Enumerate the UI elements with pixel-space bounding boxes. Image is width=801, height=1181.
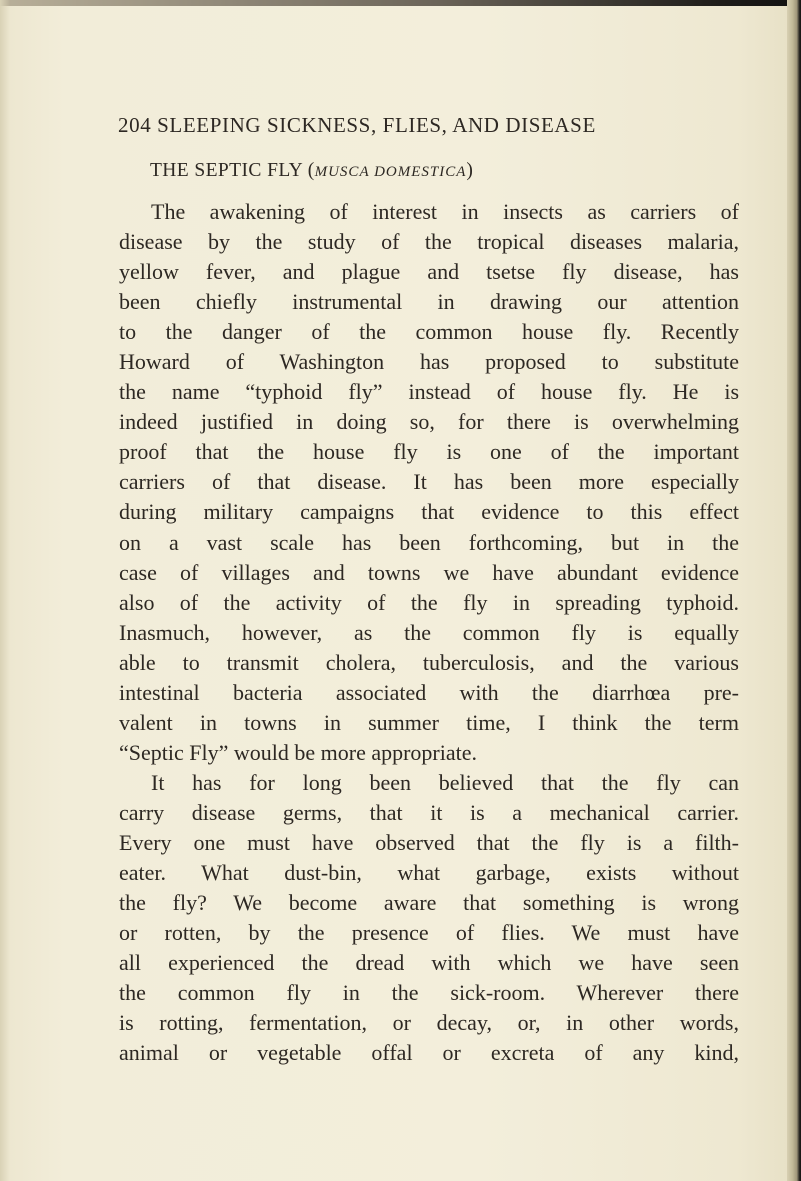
text-line: The awakening of interest in insects as carriers of <box>151 199 739 224</box>
text-line: yellow fever, and plague and tsetse fly disease, has <box>119 259 739 285</box>
section-title <box>150 160 710 182</box>
page-right-edge <box>787 0 801 1181</box>
text-line: valent in towns in summer time, I think the term <box>119 709 739 735</box>
body-text <box>119 197 739 1068</box>
text-line: all experienced the dread with which we have seen <box>119 950 739 976</box>
section-title-main: THE SEPTIC FLY ( <box>150 160 315 181</box>
text-line: the common fly in the sick-room. Wherever there <box>119 980 739 1006</box>
section-title-italic: MUSCA DOMESTICA <box>314 164 467 180</box>
page-top-edge <box>0 0 801 6</box>
text-line: or rotten, by the presence of flies. We must have <box>119 920 739 946</box>
text-line: during military campaigns that evidence to this effect <box>119 499 739 525</box>
text-line: disease by the study of the tropical diseases malaria, <box>119 229 739 255</box>
text-line: proof that the house fly is one of the important <box>119 439 739 465</box>
text-line: been chiefly instrumental in drawing our attention <box>119 289 739 315</box>
page-left-gutter <box>0 0 10 1181</box>
text-line: on a vast scale has been forthcoming, but in the <box>119 529 739 555</box>
section-title-close: ) <box>466 160 474 181</box>
text-line: the name “typhoid fly” instead of house fly. He is <box>119 379 739 405</box>
text-line: It has for long been believed that the fly can <box>151 769 739 795</box>
text-line: indeed justified in doing so, for there is overwhelming <box>119 409 739 435</box>
text-line: Inasmuch, however, as the common fly is equally <box>119 619 739 645</box>
text-line: eater. What dust-bin, what garbage, exists without <box>119 860 739 886</box>
running-head: 204 SLEEPING SICKNESS, FLIES, AND DISEASE <box>118 113 596 137</box>
text-line: “Septic Fly” would be more appropriate. <box>119 739 478 765</box>
text-line: Every one must have observed that the fly is a filth- <box>119 829 739 855</box>
text-line: is rotting, fermentation, or decay, or, in other words, <box>119 1010 739 1036</box>
text-line: animal or vegetable offal or excreta of any kind, <box>119 1040 739 1066</box>
text-line: Howard of Washington has proposed to substitute <box>119 349 739 375</box>
text-line: able to transmit cholera, tuberculosis, and the various <box>119 649 739 675</box>
text-line: carriers of that disease. It has been more especially <box>119 469 739 495</box>
text-line: the fly? We become aware that something is wrong <box>119 890 739 916</box>
text-line: case of villages and towns we have abundant evidence <box>119 559 739 585</box>
text-line: also of the activity of the fly in spreading typhoid. <box>119 589 739 615</box>
text-line: to the danger of the common house fly. Recently <box>119 319 739 345</box>
text-line: intestinal bacteria associated with the diarrhœa pre- <box>119 679 739 705</box>
text-line: carry disease germs, that it is a mechanical carrier. <box>119 799 739 825</box>
